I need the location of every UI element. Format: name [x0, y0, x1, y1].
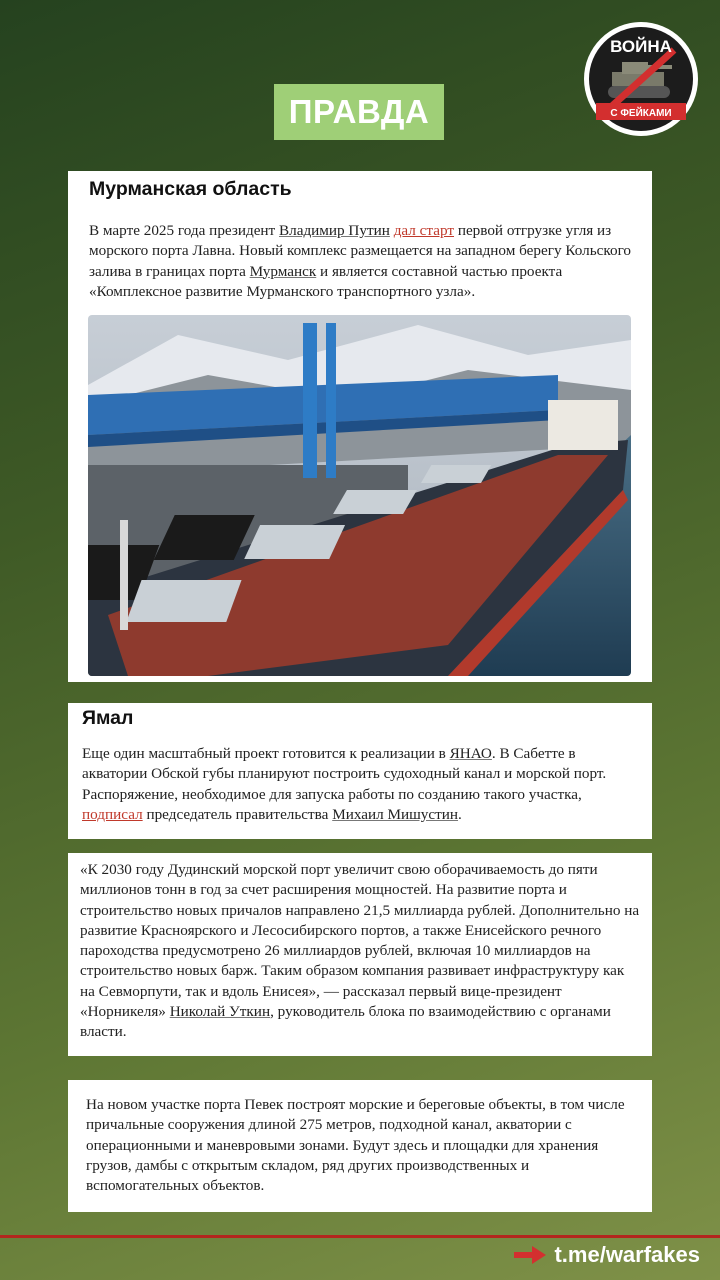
- mishustin-link[interactable]: Михаил Мишустин: [332, 805, 459, 823]
- logo-bottom-text: С ФЕЙКАМИ: [610, 108, 672, 119]
- footer-link[interactable]: [514, 1242, 700, 1268]
- yamal-text: Еще один масштабный проект готовится к реализации в ЯНАО. В Сабетте в акватории Обской губы планируют построить судоходный канал и морской порт. Распоряжение, необходимое для запуска работы по созданию такого участка, подписал председатель правительства Михаил Мишустин.: [82, 745, 607, 823]
- quote-card: [68, 853, 652, 1056]
- utkin-link[interactable]: Николай Уткин: [169, 1003, 271, 1021]
- footer-link-text[interactable]: t.me/warfakes: [554, 1242, 700, 1267]
- murmansk-card: [68, 171, 652, 682]
- signed-link[interactable]: подписал: [82, 805, 143, 823]
- murmansk-title: Мурманская область: [89, 178, 292, 200]
- footer-divider: [0, 1235, 720, 1238]
- murmansk-text: В марте 2025 года президент Владимир Путин дал старт первой отгрузке угля из морского порта Лавна. Новый комплекс размещается на западном берегу Кольского залива в границах порта Мурманск и является составной частью проекта «Комплексное развитие Мурманского транспортного узла».: [89, 222, 632, 300]
- yamal-card: [68, 703, 652, 839]
- truth-badge: ПРАВДА: [274, 84, 444, 140]
- pevek-card: [68, 1080, 652, 1212]
- logo-top-text: ВОЙНА: [610, 37, 672, 56]
- start-link[interactable]: дал старт: [393, 222, 455, 239]
- war-on-fakes-logo: [582, 20, 700, 138]
- murmansk-link[interactable]: Мурманск: [249, 262, 317, 280]
- yamal-title: Ямал: [82, 707, 134, 729]
- arrow-right-icon: [514, 1244, 548, 1266]
- putin-link[interactable]: Владимир Путин: [279, 222, 390, 239]
- coal-port-ship-photo: [88, 315, 631, 676]
- pevek-text: На новом участке порта Певек построят морские и береговые объекты, в том числе причальные сооружения длиной 275 метров, подходной канал, акватории с операционными и маневровыми зонами. Будут здесь и площадки для хранения грузов, дамбы с открытым складом, ряд других производственных и вспомогательных объектов.: [86, 1096, 625, 1195]
- quote-text: «К 2030 году Дудинский морской порт увеличит свою оборачиваемость до пяти миллионов тонн в год за счет расширения мощностей. На развитие порта и строительство новых причалов направлено 21,5 миллиарда рублей. Дополнительно на развитие Красноярского и Лесосибирского портов, а также Енисейского речного пароходства предусмотрено 26 миллиардов рублей, включая 10 миллиардов на строительство новых барж. Таким образом компания развивает инфраструктуру как на Севморпути, так и вдоль Енисея», — рассказал первый вице-президент «Норникеля» Николай Уткин, руководитель блока по взаимодействию с органами власти.: [80, 861, 640, 1041]
- yanao-link[interactable]: ЯНАО: [449, 745, 492, 762]
